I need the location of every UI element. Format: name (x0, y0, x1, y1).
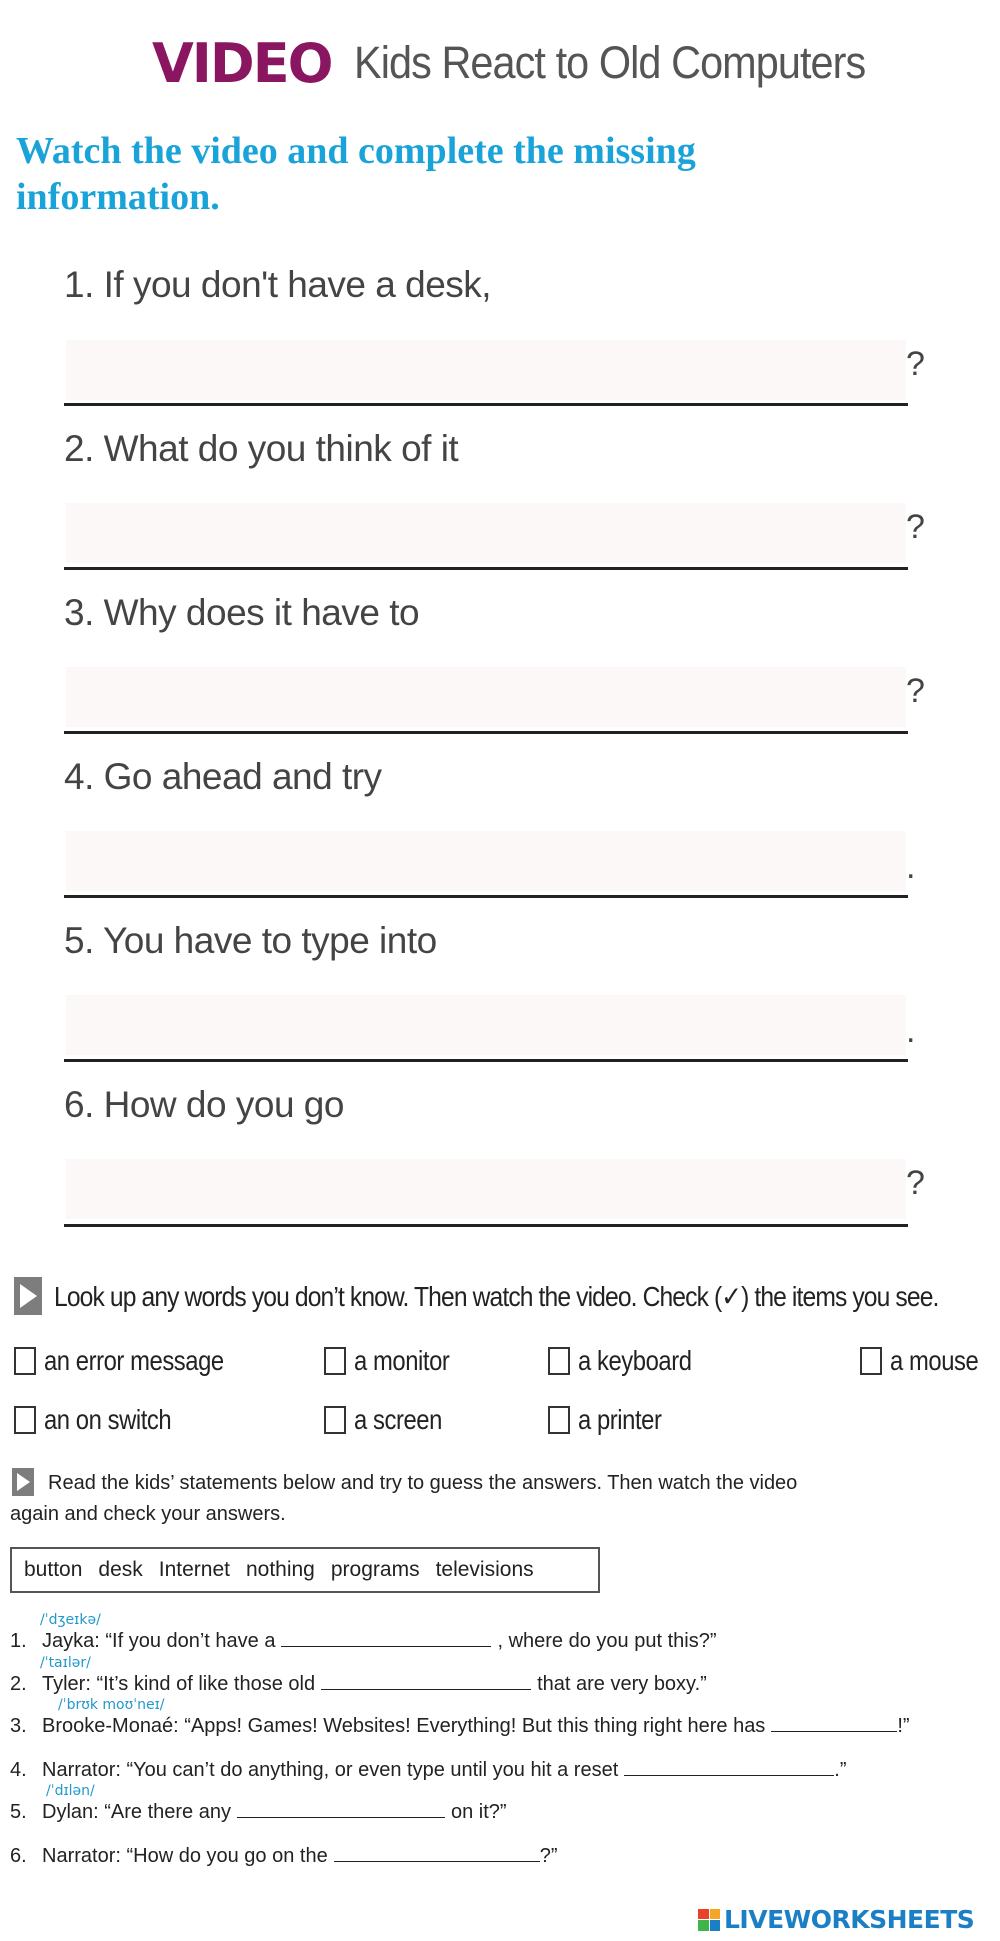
logo-text: LIVEWORKSHEETS (724, 1905, 975, 1934)
word-bank (10, 1547, 600, 1593)
video-label: VIDEO (152, 31, 332, 95)
answer-input-4[interactable] (66, 831, 906, 891)
question-3-punct: ? (906, 672, 925, 710)
question-6: 6. How do you go (64, 1084, 344, 1125)
word-bank-item: programs (330, 1558, 420, 1581)
question-5: 5. You have to type into (64, 920, 437, 961)
checklist-item-on-switch[interactable]: an on switch (14, 1404, 194, 1436)
word-bank-item: Internet (158, 1558, 230, 1581)
answer-input-5[interactable] (66, 995, 906, 1055)
word-bank-item: nothing (245, 1558, 315, 1581)
question-5-punct: . (906, 1012, 916, 1050)
section2-instruction: Look up any words you don’t know. Then watch the video. Check (✓) the items you see. (54, 1281, 939, 1312)
question-4-punct: . (906, 848, 916, 886)
checkbox[interactable] (860, 1347, 882, 1375)
question-1: 1. If you don't have a desk, (64, 264, 492, 305)
question-3: 3. Why does it have to (64, 592, 420, 633)
answer-line-2 (64, 567, 908, 570)
statement-blank (334, 1843, 540, 1862)
checklist-item-screen[interactable]: a screen (324, 1404, 457, 1436)
statement-blank (237, 1799, 445, 1818)
checkbox[interactable] (548, 1347, 570, 1375)
answer-line-5 (64, 1059, 908, 1062)
phonetic-jayka: /ˈdʒeɪkə/ (40, 1612, 101, 1628)
question-1-punct: ? (906, 345, 925, 383)
title-text: Kids React to Old Computers (353, 37, 865, 88)
statement-1: 1. Jayka: “If you don’t have a , where do you put this?” (10, 1630, 717, 1652)
phonetic-brooke-monae: /ˈbrʊk moʊˈneɪ/ (58, 1697, 165, 1713)
question-2: 2. What do you think of it (64, 428, 459, 469)
statement-blank (771, 1713, 897, 1732)
checkbox[interactable] (324, 1406, 346, 1434)
checklist-item-printer[interactable]: a printer (548, 1404, 676, 1436)
question-6-punct: ? (906, 1164, 925, 1202)
answer-line-1 (64, 403, 908, 406)
instruction-text: Watch the video and complete the missing information. (16, 130, 696, 218)
answer-input-1[interactable] (66, 340, 906, 400)
checkbox[interactable] (324, 1347, 346, 1375)
phonetic-tyler: /ˈtaɪlər/ (40, 1655, 91, 1671)
statement-blank (281, 1628, 491, 1647)
liveworksheets-logo (698, 1905, 974, 1934)
checklist-item-error-message[interactable]: an error message (14, 1345, 255, 1377)
worksheet-title (152, 28, 909, 98)
answer-input-3[interactable] (66, 667, 906, 727)
statement-blank (624, 1757, 834, 1776)
checkbox[interactable] (548, 1406, 570, 1434)
checkbox[interactable] (14, 1406, 36, 1434)
checklist-item-monitor[interactable]: a monitor (324, 1345, 466, 1377)
statement-blank (321, 1671, 531, 1690)
checklist-item-mouse[interactable]: a mouse (860, 1345, 994, 1377)
section3-instruction-line2: again and check your answers. (10, 1503, 286, 1525)
answer-line-3 (64, 731, 908, 734)
word-bank-item: desk (98, 1558, 143, 1581)
play-icon (14, 1277, 42, 1315)
answer-line-6 (64, 1224, 908, 1227)
question-4: 4. Go ahead and try (64, 756, 382, 797)
answer-input-6[interactable] (66, 1159, 906, 1219)
statement-2: 2. Tyler: “It’s kind of like those old that are very boxy.” (10, 1673, 707, 1695)
answer-line-4 (64, 895, 908, 898)
checklist-item-keyboard[interactable]: a keyboard (548, 1345, 712, 1377)
statement-6: 6. Narrator: “How do you go on the ?” (10, 1845, 558, 1867)
word-bank-item: televisions (435, 1558, 534, 1581)
word-bank-item: button (24, 1558, 83, 1581)
statement-5: 5. Dylan: “Are there any on it?” (10, 1801, 507, 1823)
answer-input-2[interactable] (66, 503, 906, 563)
liveworksheets-icon (698, 1909, 720, 1931)
question-2-punct: ? (906, 508, 925, 546)
section3-instruction-line1: Read the kids’ statements below and try to guess the answers. Then watch the video (48, 1472, 798, 1494)
play-icon-small (12, 1468, 34, 1496)
checkbox[interactable] (14, 1347, 36, 1375)
phonetic-dylan: /ˈdɪlən/ (46, 1783, 95, 1799)
statement-4: 4. Narrator: “You can’t do anything, or even type until you hit a reset .” (10, 1759, 847, 1781)
statement-3: 3. Brooke-Monaé: “Apps! Games! Websites! Everything! But this thing right here has !” (10, 1715, 910, 1737)
